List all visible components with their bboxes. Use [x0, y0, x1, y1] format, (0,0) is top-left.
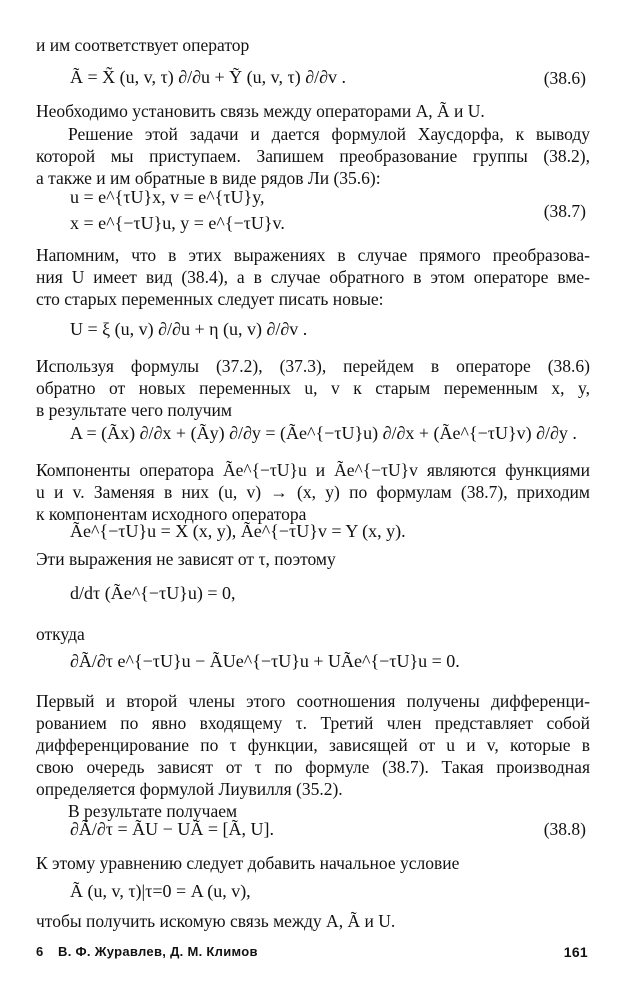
paragraph-line: сто старых переменных следует писать новые:	[36, 289, 384, 309]
equation-components: Ãe^{−τU}u = X (x, y), Ãe^{−τU}v = Y (x, y).	[70, 521, 406, 541]
equation-38-7a: u = e^{τU}x, v = e^{τU}y,	[70, 187, 265, 207]
paragraph-line: свою очередь зависят от τ по формуле (38.7). Такая производная	[36, 757, 590, 777]
paragraph-line: Компоненты оператора Ãe^{−τU}u и Ãe^{−τU}v являются функциями	[36, 460, 590, 480]
paragraph-line: в результате чего получим	[36, 400, 232, 420]
equation-derivative: d/dτ (Ãe^{−τU}u) = 0,	[70, 583, 236, 603]
paragraph-line: К этому уравнению следует добавить начальное условие	[36, 853, 460, 873]
equation-operator-u: U = ξ (u, v) ∂/∂u + η (u, v) ∂/∂v .	[70, 319, 308, 339]
page-number: 161	[563, 944, 588, 960]
paragraph-line: и им соответствует оператор	[36, 35, 250, 55]
paragraph-line: чтобы получить искомую связь между A, Ã и U.	[36, 911, 396, 931]
paragraph-line: Решение этой задачи и дается формулой Хаусдорфа, к выводу	[68, 124, 590, 144]
footer-authors: В. Ф. Журавлев, Д. М. Климов	[58, 944, 258, 959]
paragraph-line: дифференцирование по τ функции, зависящей от u и v, которые в	[36, 735, 590, 755]
equation-38-7b: x = e^{−τU}u, y = e^{−τU}v.	[70, 213, 285, 233]
paragraph-line: к компонентам исходного оператора	[36, 504, 307, 524]
paragraph-line: В результате получаем	[68, 801, 238, 821]
equation-number: (38.8)	[543, 819, 586, 839]
equation-operator-a: A = (Ãx) ∂/∂x + (Ãy) ∂/∂y = (Ãe^{−τU}u) ∂/∂x + (Ãe^{−τU}v) ∂/∂y .	[70, 423, 577, 443]
equation-expanded: ∂Ã/∂τ e^{−τU}u − ÃUe^{−τU}u + UÃe^{−τU}u = 0.	[70, 651, 460, 671]
paragraph-line: которой мы приступаем. Запишем преобразование группы (38.2),	[36, 146, 590, 166]
paragraph-line: Первый и второй члены этого соотношения получены дифференци-	[36, 691, 590, 711]
paragraph-line: рованием по явно входящему τ. Третий член представляет собой	[36, 713, 590, 733]
equation-38-8: ∂Ã/∂τ = ÃU − UÃ = [Ã, U].	[70, 819, 274, 839]
paragraph-line: u и v. Заменяя в них (u, v) → (x, y) по формулам (38.7), приходим	[36, 482, 590, 502]
paragraph-line: а также и им обратные в виде рядов Ли (35.6):	[36, 168, 381, 188]
signature-mark: 6	[36, 944, 44, 959]
equation-38-6: Ã = X̃ (u, v, τ) ∂/∂u + Ỹ (u, v, τ) ∂/∂v .	[70, 67, 346, 87]
paragraph-line: Напомним, что в этих выражениях в случае прямого преобразова-	[36, 245, 590, 265]
paragraph-line: обратно от новых переменных u, v к старым переменным x, y,	[36, 378, 590, 398]
paragraph-line: Необходимо установить связь между операторами A, Ã и U.	[36, 101, 485, 121]
paragraph-line: Используя формулы (37.2), (37.3), перейдем в операторе (38.6)	[36, 356, 590, 376]
equation-number: (38.6)	[543, 68, 586, 88]
paragraph-line: ния U имеет вид (38.4), а в случае обратного в этом операторе вме-	[36, 267, 590, 287]
paragraph-line: определяется формулой Лиувилля (35.2).	[36, 779, 343, 799]
paragraph-line: откуда	[36, 624, 85, 644]
equation-number: (38.7)	[543, 201, 586, 221]
paragraph-line: Эти выражения не зависят от τ, поэтому	[36, 549, 336, 569]
equation-initial-condition: Ã (u, v, τ)|τ=0 = A (u, v),	[70, 881, 251, 901]
